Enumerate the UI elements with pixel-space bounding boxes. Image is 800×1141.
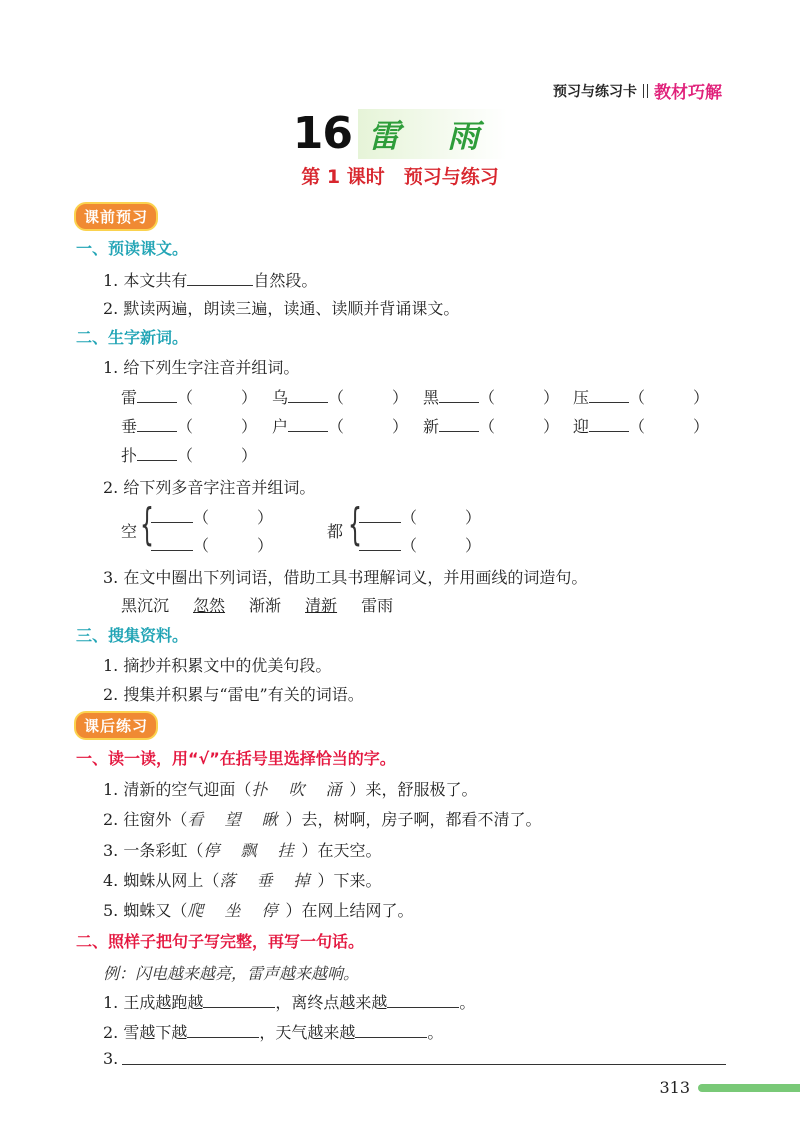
item-text: 4. 蜘蛛从网上（ [103, 871, 220, 890]
item-text: 2. 往窗外（ [103, 810, 188, 829]
choice-options[interactable]: 停 飘 挂 [203, 841, 302, 860]
answer-blank[interactable] [203, 993, 275, 1008]
char-item: 黑 [423, 388, 440, 407]
preview-tag-label: 课前预习 [74, 202, 158, 231]
answer-blank[interactable] [137, 388, 177, 403]
answer-blank[interactable] [288, 388, 328, 403]
practice-section-tag [74, 711, 158, 740]
answer-blank[interactable] [589, 388, 629, 403]
line-text: 。 [427, 1023, 444, 1042]
char-item: 新 [423, 417, 440, 436]
section-2-q3: 3. 在文中圈出下列词语，借助工具书理解词义，并用画线的词造句。 [103, 568, 588, 587]
answer-blank[interactable] [439, 417, 479, 432]
answer-blank[interactable] [359, 508, 401, 523]
word-item: 黑沉沉 [121, 596, 170, 615]
section-3-line-2: 2. 搜集并积累与“雷电”有关的词语。 [103, 685, 364, 704]
line-text: 。 [459, 993, 476, 1012]
header-left-label: 预习与练习卡 [553, 83, 637, 100]
polyphone-group-1: 空 { （ ） （ ） [121, 499, 274, 555]
polyphone-group-2: 都 { （ ） （ ） [327, 499, 482, 555]
word-item-underlined: 忽然 [193, 596, 226, 615]
answer-blank[interactable] [387, 993, 459, 1008]
choice-options[interactable]: 扑 吹 涌 [251, 780, 350, 799]
answer-blank[interactable] [151, 508, 193, 523]
answer-blank[interactable] [137, 446, 177, 461]
word-list [121, 593, 393, 616]
section-1-title: 一、预读课文。 [76, 239, 189, 258]
answer-blank[interactable] [359, 536, 401, 551]
exercise-2-line-2 [103, 1020, 443, 1043]
answer-blank[interactable] [151, 536, 193, 551]
s1-line1-text-a: 1. 本文共有 [103, 271, 188, 290]
section-1-line-2: 2. 默读两遍，朗读三遍，读通、读顺并背诵课文。 [103, 299, 460, 318]
exercise-1-item [103, 777, 478, 800]
s1-line1-text-b: 自然段。 [253, 271, 318, 290]
answer-blank[interactable] [288, 417, 328, 432]
answer-blank[interactable] [187, 271, 253, 286]
line-text: 1. 王成越跑越 [103, 993, 204, 1012]
item-text: ）来，舒服极了。 [349, 780, 478, 799]
answer-blank[interactable] [439, 388, 479, 403]
char-item: 垂 [121, 417, 138, 436]
choice-options[interactable]: 看 望 瞅 [187, 810, 286, 829]
word-item: 雷雨 [361, 596, 394, 615]
section-1-line-1 [103, 268, 317, 291]
page-bar-decoration [698, 1084, 800, 1092]
line-text: ，天气越来越 [259, 1023, 356, 1042]
answer-blank[interactable] [137, 417, 177, 432]
char-item: 户 [272, 417, 289, 436]
item-text: ）在天空。 [301, 841, 382, 860]
lesson-subtitle: 第 1 课时 预习与练习 [301, 166, 499, 188]
line-text: 2. 雪越下越 [103, 1023, 188, 1042]
page-number: 313 [659, 1078, 690, 1097]
exercise-1-item [103, 838, 382, 861]
example-sentence: 例：闪电越来越亮，雷声越来越响。 [103, 964, 360, 983]
line-text: 3. [103, 1049, 119, 1068]
exercise-1-item [103, 868, 382, 891]
section-2-q1: 1. 给下列生字注音并组词。 [103, 358, 300, 377]
item-text: ）下来。 [317, 871, 382, 890]
answer-blank[interactable] [187, 1023, 259, 1038]
line-text: ，离终点越来越 [275, 993, 388, 1012]
preview-section-tag [74, 202, 158, 231]
section-2-q2: 2. 给下列多音字注音并组词。 [103, 478, 316, 497]
lesson-title: 雷 雨 [358, 109, 507, 159]
item-text: ）去，树啊，房子啊，都看不清了。 [285, 810, 542, 829]
exercise-1-title: 一、读一读，用“√”在括号里选择恰当的字。 [76, 749, 396, 768]
header-divider [643, 84, 648, 98]
exercise-1-item [103, 807, 542, 830]
practice-tag-label: 课后练习 [74, 711, 158, 740]
page-header [553, 78, 722, 103]
choice-options[interactable]: 落 垂 掉 [219, 871, 318, 890]
item-text: ）在网上结网了。 [285, 901, 414, 920]
answer-blank[interactable] [589, 417, 629, 432]
exercise-2-title: 二、照样子把句子写完整，再写一句话。 [76, 932, 365, 951]
char-item: 扑 [121, 446, 138, 465]
section-2-title: 二、生字新词。 [76, 328, 189, 347]
exercise-2-line-3 [103, 1049, 118, 1068]
exercise-1-item [103, 898, 414, 921]
word-item: 渐渐 [249, 596, 282, 615]
section-3-title: 三、搜集资料。 [76, 626, 189, 645]
char-item: 迎 [573, 417, 590, 436]
answer-blank[interactable] [355, 1023, 427, 1038]
lesson-heading [0, 108, 800, 159]
header-right-label: 教材巧解 [654, 83, 722, 103]
brace-icon: { [348, 499, 362, 550]
word-item-underlined: 清新 [305, 596, 338, 615]
item-text: 3. 一条彩虹（ [103, 841, 204, 860]
exercise-2-line-1 [103, 990, 475, 1013]
brace-icon: { [140, 499, 154, 550]
polyphone-char: 都 [327, 522, 344, 541]
lesson-number: 16 [292, 108, 353, 159]
item-text: 5. 蜘蛛又（ [103, 901, 188, 920]
char-item: 压 [573, 388, 590, 407]
polyphone-char: 空 [121, 522, 138, 541]
section-3-line-1: 1. 摘抄并积累文中的优美句段。 [103, 656, 332, 675]
char-item: 乌 [272, 388, 289, 407]
writing-line[interactable] [122, 1064, 726, 1065]
char-item: 雷 [121, 388, 138, 407]
choice-options[interactable]: 爬 坐 停 [187, 901, 286, 920]
item-text: 1. 清新的空气迎面（ [103, 780, 252, 799]
